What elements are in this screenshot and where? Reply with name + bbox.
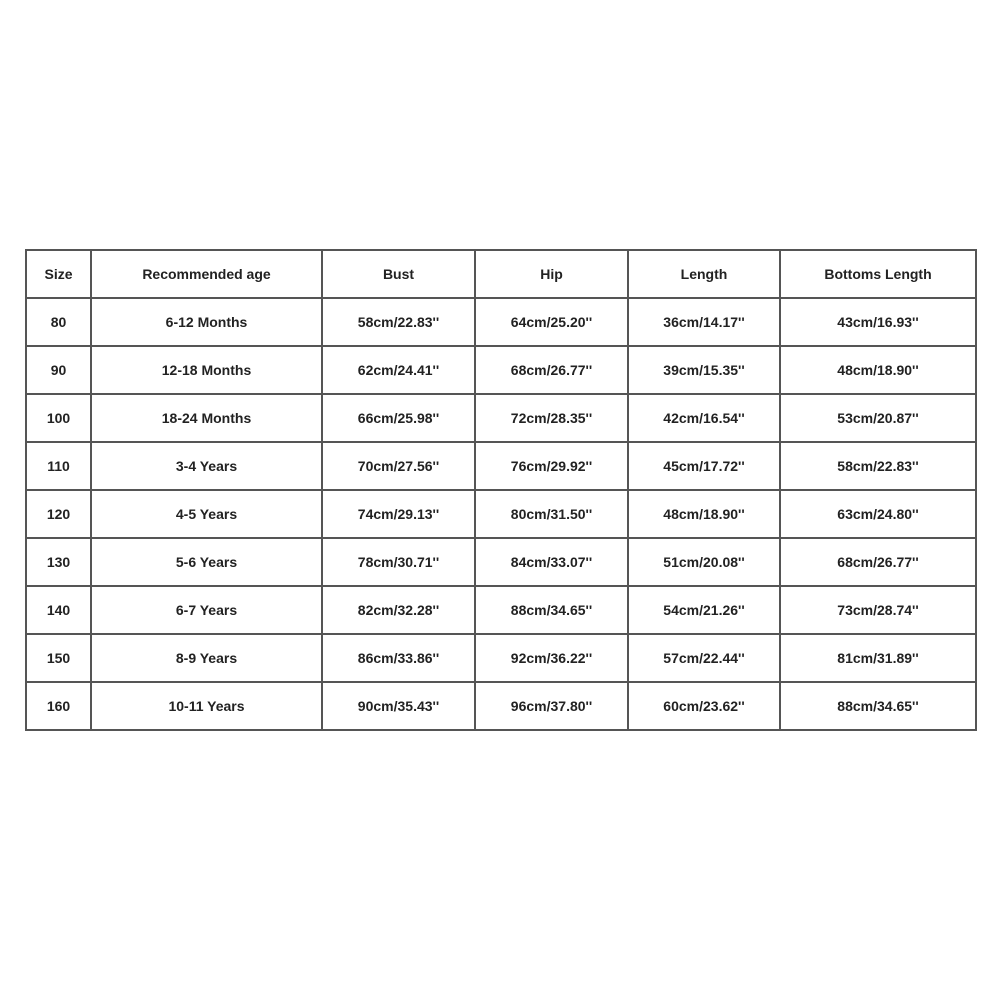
cell-bust: 82cm/32.28'' bbox=[322, 586, 475, 634]
cell-recommended-age: 3-4 Years bbox=[91, 442, 322, 490]
table-row bbox=[26, 634, 976, 682]
cell-size: 110 bbox=[26, 442, 91, 490]
table-row bbox=[26, 346, 976, 394]
table-row bbox=[26, 586, 976, 634]
cell-size: 100 bbox=[26, 394, 91, 442]
cell-bottoms-length: 58cm/22.83'' bbox=[780, 442, 976, 490]
table-header-row bbox=[26, 250, 976, 298]
cell-recommended-age: 4-5 Years bbox=[91, 490, 322, 538]
cell-hip: 80cm/31.50'' bbox=[475, 490, 628, 538]
cell-length: 60cm/23.62'' bbox=[628, 682, 780, 730]
cell-length: 54cm/21.26'' bbox=[628, 586, 780, 634]
cell-hip: 84cm/33.07'' bbox=[475, 538, 628, 586]
cell-bust: 66cm/25.98'' bbox=[322, 394, 475, 442]
table-row bbox=[26, 490, 976, 538]
cell-bust: 86cm/33.86'' bbox=[322, 634, 475, 682]
cell-recommended-age: 6-12 Months bbox=[91, 298, 322, 346]
cell-bust: 58cm/22.83'' bbox=[322, 298, 475, 346]
table-body bbox=[26, 298, 976, 730]
cell-length: 48cm/18.90'' bbox=[628, 490, 780, 538]
cell-hip: 88cm/34.65'' bbox=[475, 586, 628, 634]
cell-bottoms-length: 43cm/16.93'' bbox=[780, 298, 976, 346]
cell-bottoms-length: 73cm/28.74'' bbox=[780, 586, 976, 634]
table-row bbox=[26, 682, 976, 730]
cell-size: 80 bbox=[26, 298, 91, 346]
cell-hip: 96cm/37.80'' bbox=[475, 682, 628, 730]
cell-recommended-age: 8-9 Years bbox=[91, 634, 322, 682]
header-size: Size bbox=[26, 250, 91, 298]
cell-recommended-age: 6-7 Years bbox=[91, 586, 322, 634]
cell-hip: 72cm/28.35'' bbox=[475, 394, 628, 442]
cell-bust: 74cm/29.13'' bbox=[322, 490, 475, 538]
cell-length: 51cm/20.08'' bbox=[628, 538, 780, 586]
cell-length: 39cm/15.35'' bbox=[628, 346, 780, 394]
cell-bottoms-length: 68cm/26.77'' bbox=[780, 538, 976, 586]
table-row bbox=[26, 298, 976, 346]
cell-size: 120 bbox=[26, 490, 91, 538]
header-hip: Hip bbox=[475, 250, 628, 298]
size-chart-table bbox=[25, 249, 977, 731]
table-row bbox=[26, 538, 976, 586]
header-recommended-age: Recommended age bbox=[91, 250, 322, 298]
cell-bottoms-length: 63cm/24.80'' bbox=[780, 490, 976, 538]
cell-hip: 64cm/25.20'' bbox=[475, 298, 628, 346]
cell-length: 36cm/14.17'' bbox=[628, 298, 780, 346]
cell-bust: 62cm/24.41'' bbox=[322, 346, 475, 394]
header-bust: Bust bbox=[322, 250, 475, 298]
cell-bust: 70cm/27.56'' bbox=[322, 442, 475, 490]
cell-bottoms-length: 81cm/31.89'' bbox=[780, 634, 976, 682]
cell-recommended-age: 18-24 Months bbox=[91, 394, 322, 442]
header-bottoms-length: Bottoms Length bbox=[780, 250, 976, 298]
cell-bust: 78cm/30.71'' bbox=[322, 538, 475, 586]
header-length: Length bbox=[628, 250, 780, 298]
cell-hip: 76cm/29.92'' bbox=[475, 442, 628, 490]
cell-recommended-age: 10-11 Years bbox=[91, 682, 322, 730]
cell-hip: 68cm/26.77'' bbox=[475, 346, 628, 394]
cell-length: 42cm/16.54'' bbox=[628, 394, 780, 442]
cell-length: 57cm/22.44'' bbox=[628, 634, 780, 682]
cell-recommended-age: 5-6 Years bbox=[91, 538, 322, 586]
cell-bust: 90cm/35.43'' bbox=[322, 682, 475, 730]
cell-size: 140 bbox=[26, 586, 91, 634]
cell-size: 90 bbox=[26, 346, 91, 394]
cell-hip: 92cm/36.22'' bbox=[475, 634, 628, 682]
cell-recommended-age: 12-18 Months bbox=[91, 346, 322, 394]
cell-length: 45cm/17.72'' bbox=[628, 442, 780, 490]
cell-size: 160 bbox=[26, 682, 91, 730]
cell-bottoms-length: 48cm/18.90'' bbox=[780, 346, 976, 394]
cell-size: 150 bbox=[26, 634, 91, 682]
cell-bottoms-length: 88cm/34.65'' bbox=[780, 682, 976, 730]
table-row bbox=[26, 394, 976, 442]
table-row bbox=[26, 442, 976, 490]
cell-bottoms-length: 53cm/20.87'' bbox=[780, 394, 976, 442]
cell-size: 130 bbox=[26, 538, 91, 586]
